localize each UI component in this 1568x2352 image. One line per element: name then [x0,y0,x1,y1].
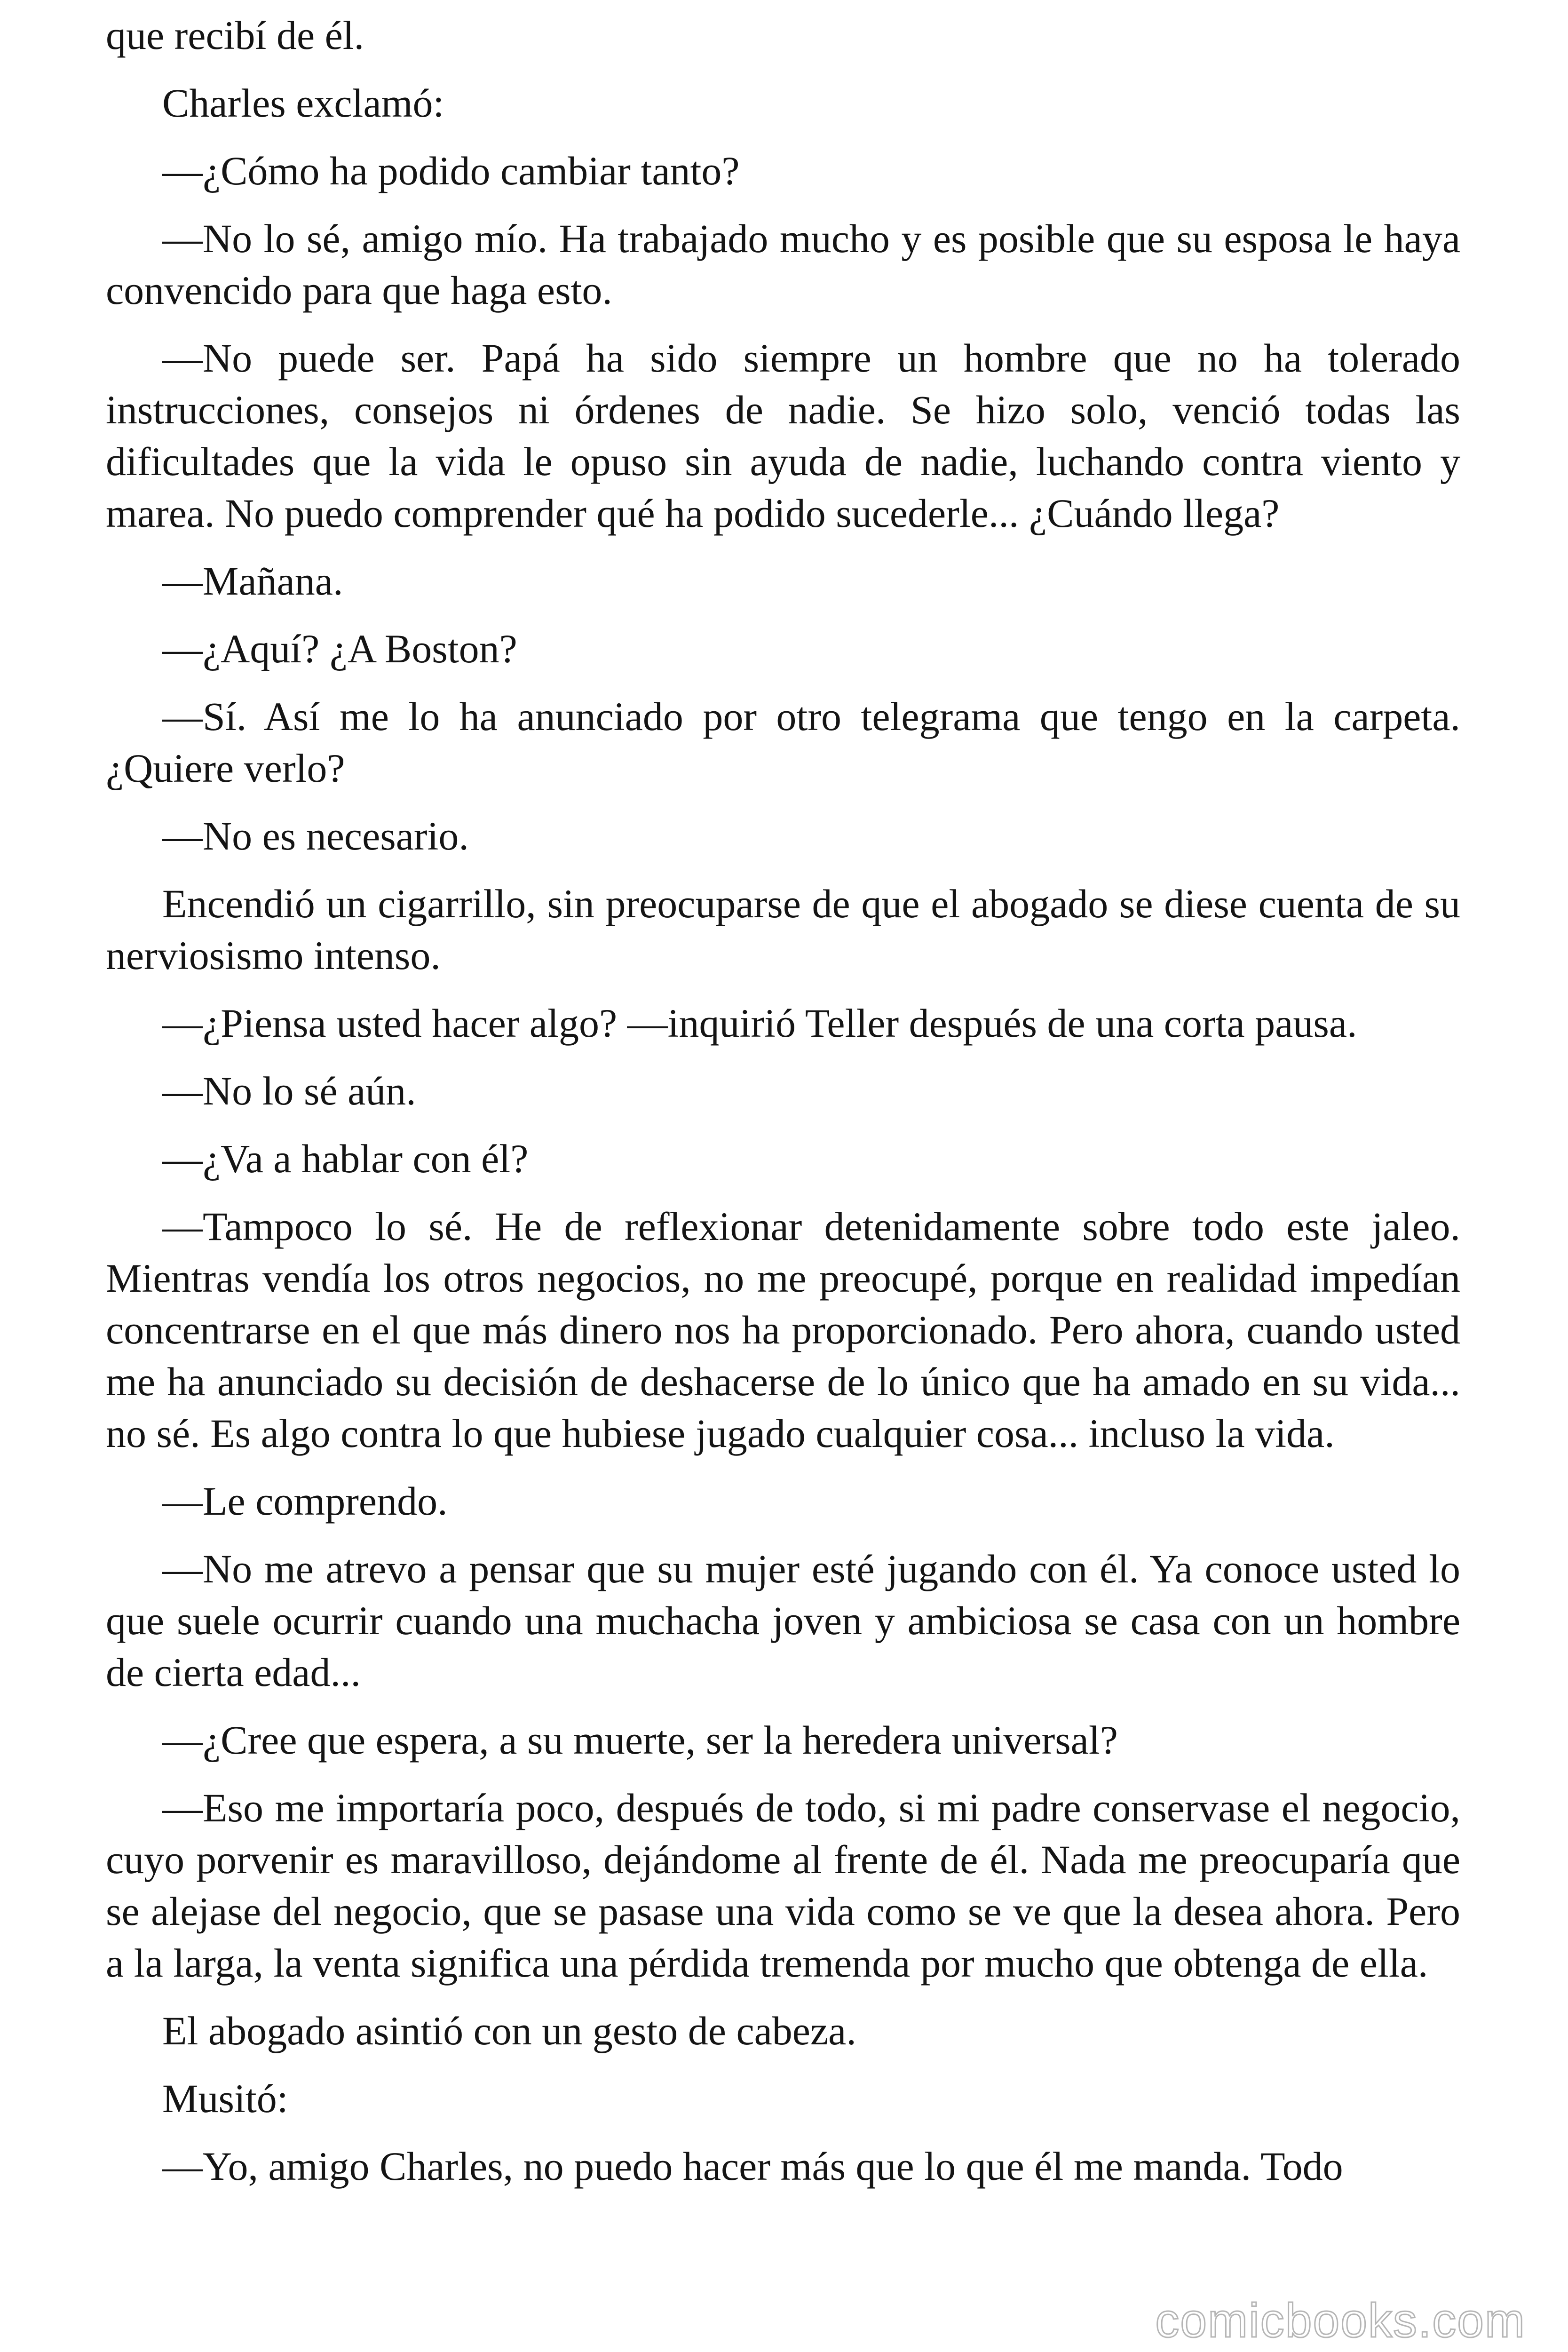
paragraph-12: —No lo sé aún. [162,1068,416,1113]
paragraph-21: —Yo, amigo Charles, no puedo hacer más que lo que él me manda. Todo [162,2144,1343,2189]
paragraph-19: El abogado asintió con un gesto de cabeza. [162,2008,856,2053]
paragraph-11: —¿Piensa usted hacer algo? —inquirió Teller después de una corta pausa. [162,1001,1357,1046]
document-page [106,9,1460,2343]
paragraph-15: —Le comprendo. [162,1478,448,1524]
paragraph-7: —¿Aquí? ¿A Boston? [162,626,517,671]
paragraph-20: Musitó: [162,2076,288,2121]
paragraph-14: —Tampoco lo sé. He de reflexionar detenidamente sobre todo este jaleo. Mientras vendía los otros negocios, no me preocupé, porque en realidad impedían concentrarse en el que más dinero nos ha proporcionado. Pero ahora, cuando usted me ha anunciado su decisión de deshacerse de lo único que ha amado en su vida... no sé. Es algo contra lo que hubiese jugado cualquier cosa... incluso la vida. [106,1204,1460,1456]
paragraph-17: —¿Cree que espera, a su muerte, ser la heredera universal? [162,1717,1118,1763]
paragraph-3: —¿Cómo ha podido cambiar tanto? [162,148,740,193]
paragraph-6: —Mañana. [162,558,343,604]
paragraph-8: —Sí. Así me lo ha anunciado por otro telegrama que tengo en la carpeta. ¿Quiere verlo? [106,694,1460,791]
paragraph-9: —No es necesario. [162,813,469,858]
paragraph-10: Encendió un cigarrillo, sin preocuparse de que el abogado se diese cuenta de su nerviosismo intenso. [106,881,1460,978]
paragraph-1: que recibí de él. [106,13,364,58]
watermark-logo: comicbooks.com [1155,2294,1526,2347]
paragraph-13: —¿Va a hablar con él? [162,1136,529,1181]
paragraph-16: —No me atrevo a pensar que su mujer esté jugando con él. Ya conoce usted lo que suele ocurrir cuando una muchacha joven y ambiciosa se casa con un hombre de cierta edad... [106,1546,1460,1695]
paragraph-2: Charles exclamó: [162,80,444,126]
paragraph-5: —No puede ser. Papá ha sido siempre un hombre que no ha tolerado instrucciones, consejos ni órdenes de nadie. Se hizo solo, venció todas las dificultades que la vida le opuso sin ayuda de nadie, luchando contra viento y marea. No puedo comprender qué ha podido sucederle... ¿Cuándo llega? [106,335,1460,536]
paragraph-4: —No lo sé, amigo mío. Ha trabajado mucho y es posible que su esposa le haya convencido para que haga esto. [106,216,1460,313]
paragraph-18: —Eso me importaría poco, después de todo, si mi padre conservase el negocio, cuyo porvenir es maravilloso, dejándome al frente de él. Nada me preocuparía que se alejase del negocio, que se pasase una vida como se ve que la desea ahora. Pero a la larga, la venta significa una pérdida tremenda por mucho que obtenga de ella. [106,1785,1460,1986]
